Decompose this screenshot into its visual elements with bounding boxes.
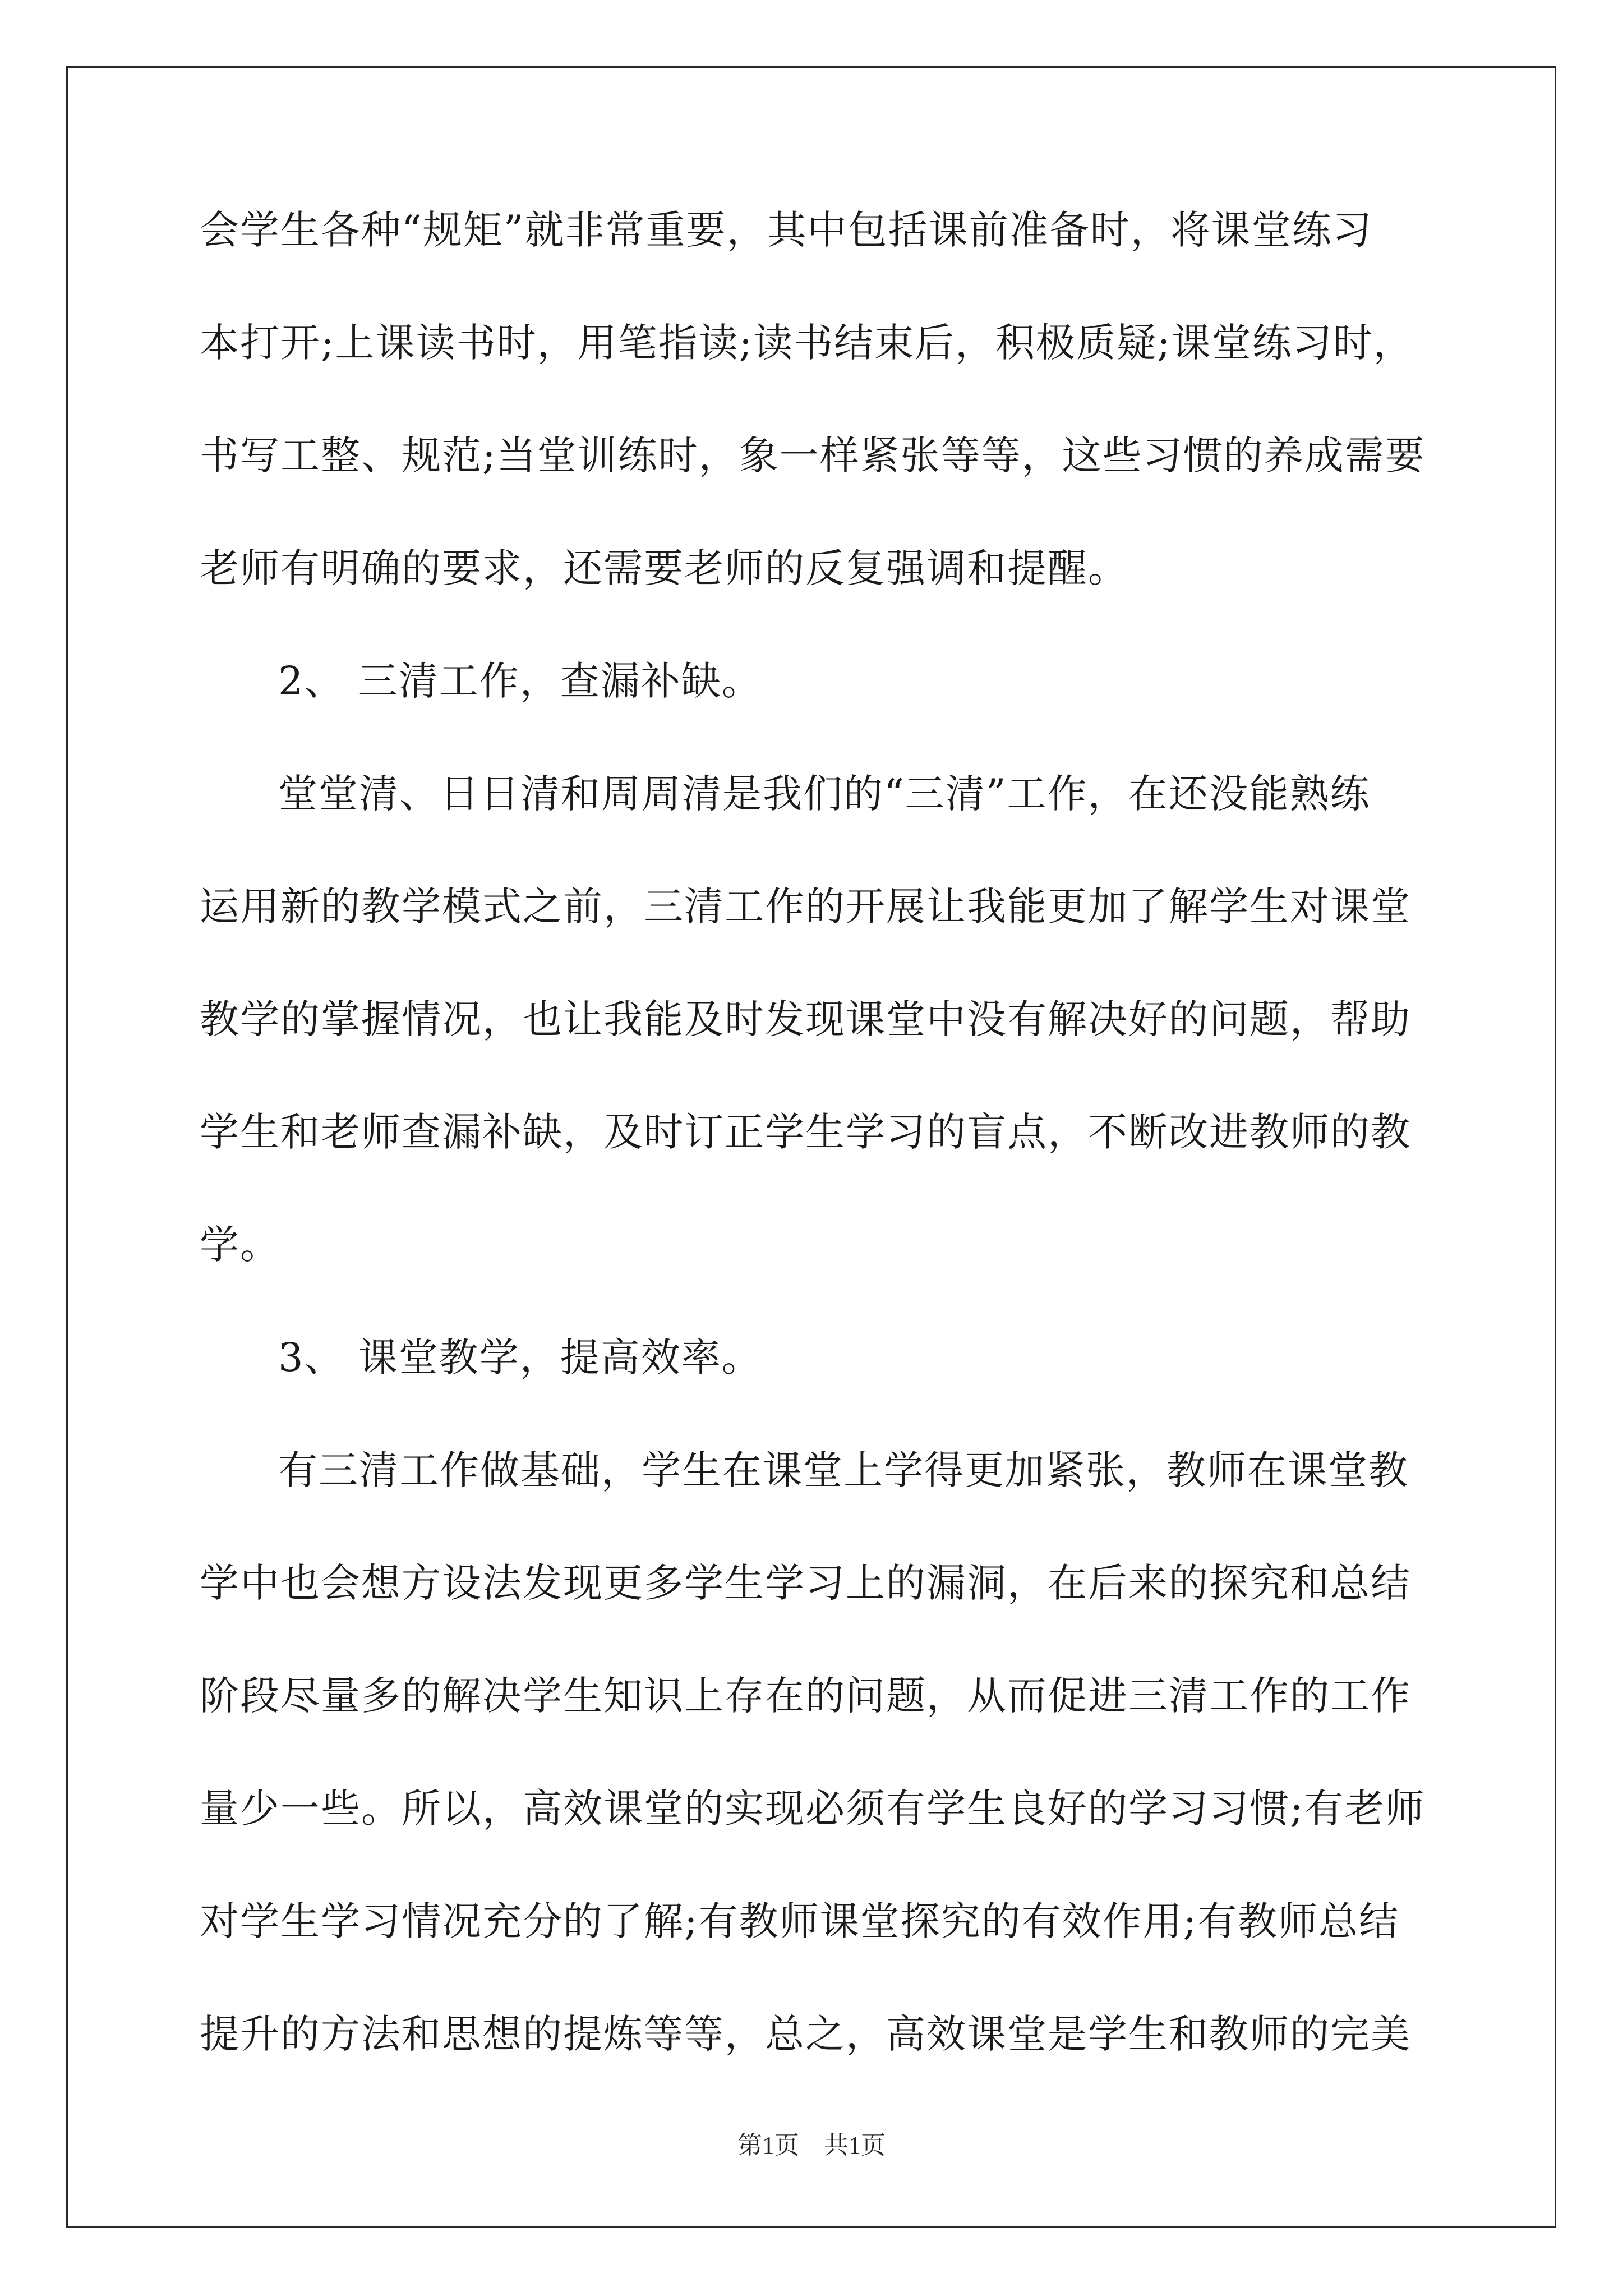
text-line: 有三清工作做基础，学生在课堂上学得更加紧张，教师在课堂教 [278,1447,1409,1493]
text-line: 学生和老师查漏补缺，及时订正学生学习的盲点，不断改进教师的教 [200,1109,1411,1155]
document-body [200,208,1439,2124]
text-line: 学。 [200,1222,280,1268]
text-line: 阶段尽量多的解决学生知识上存在的问题，从而促进三清工作的工作 [200,1673,1411,1719]
text-line: 本打开;上课读书时，用笔指读;读书结束后，积极质疑;课堂练习时， [200,320,1414,366]
text-line: 量少一些。所以，高效课堂的实现必须有学生良好的学习习惯;有老师 [200,1786,1426,1832]
text-line: 对学生学习情况充分的了解;有教师课堂探究的有效作用;有教师总结 [200,1898,1400,1944]
text-line: 运用新的教学模式之前，三清工作的开展让我能更加了解学生对课堂 [200,884,1411,930]
section-heading: 2、 三清工作，查漏补缺。 [278,658,762,704]
text-line: 书写工整、规范;当堂训练时，象一样紧张等等，这些习惯的养成需要 [200,432,1426,478]
text-line: 教学的掌握情况，也让我能及时发现课堂中没有解决好的问题，帮助 [200,996,1411,1042]
text-line: 提升的方法和思想的提炼等等，总之，高效课堂是学生和教师的完美 [200,2011,1411,2057]
text-line: 会学生各种“规矩”就非常重要，其中包括课前准备时，将课堂练习 [200,207,1373,253]
text-line: 堂堂清、日日清和周周清是我们的“三清”工作，在还没能熟练 [278,771,1371,817]
page-footer: 第1页 共1页 [737,2132,886,2159]
text-line: 老师有明确的要求，还需要老师的反复强调和提醒。 [200,545,1128,591]
text-line: 学中也会想方设法发现更多学生学习上的漏洞，在后来的探究和总结 [200,1560,1411,1606]
section-heading: 3、 课堂教学，提高效率。 [278,1335,762,1381]
